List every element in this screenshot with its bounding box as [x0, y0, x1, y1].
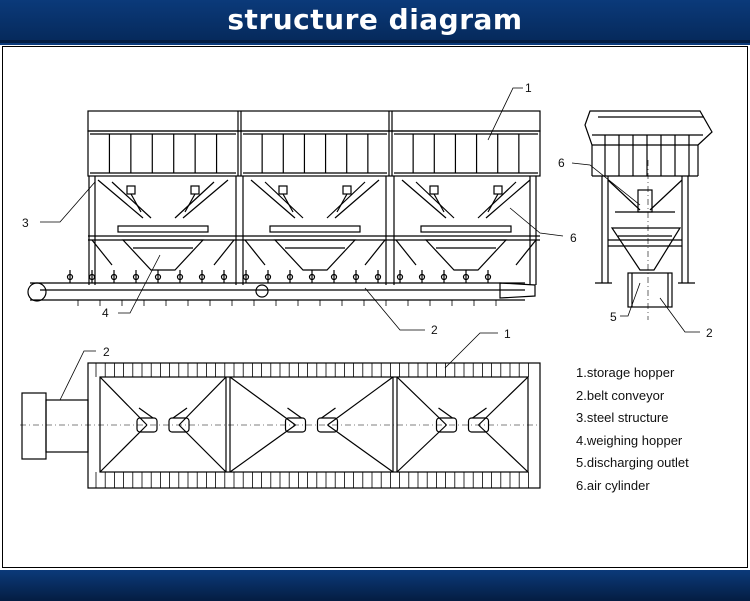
component-legend: [576, 362, 689, 497]
funnel-edge: [486, 180, 530, 218]
cylinder-box: [279, 186, 287, 194]
weighing-hopper: [426, 240, 506, 270]
cylinder-box: [494, 186, 502, 194]
page-title: structure diagram: [227, 3, 523, 36]
legend-item-discharging-outlet: 5.discharging outlet: [576, 455, 689, 470]
callout-side-1: 1: [525, 81, 532, 95]
funnel-edge: [251, 180, 295, 218]
funnel-edge: [265, 182, 303, 218]
gate-link: [322, 408, 336, 418]
callout-side-3: 3: [22, 216, 29, 230]
brace: [516, 240, 536, 265]
gate-link: [173, 408, 187, 418]
funnel-edge: [335, 180, 379, 218]
callout-side-6: 6: [570, 231, 577, 245]
cylinder-box: [127, 186, 135, 194]
callout-end-5: 5: [610, 310, 617, 324]
funnel-edge: [175, 182, 214, 218]
funnel-edge: [402, 180, 446, 218]
legend-item-weighing-hopper: 4.weighing hopper: [576, 432, 683, 448]
funnel-edge: [112, 182, 151, 218]
gate-link: [288, 408, 302, 418]
brace: [365, 240, 385, 265]
callout-top-1: 1: [504, 327, 511, 341]
side-storage-hoppers: [88, 111, 540, 176]
legend-item-steel-structure: 3.steel structure: [576, 410, 669, 425]
cylinder-box: [191, 186, 199, 194]
end-elevation-view: [558, 111, 713, 340]
bin-diagonal: [230, 377, 296, 425]
bin-diagonal: [230, 425, 296, 472]
weighing-hopper: [275, 240, 355, 270]
callout-end-2: 2: [706, 326, 713, 340]
brace: [245, 240, 265, 265]
funnel-edge: [183, 180, 228, 218]
bin-diagonal: [328, 425, 394, 472]
callout-top-2: 2: [103, 345, 110, 359]
funnel-edge: [98, 180, 143, 218]
callout-end-6: 6: [558, 156, 565, 170]
funnel-edge: [416, 182, 454, 218]
legend-item-belt-conveyor: 2.belt conveyor: [576, 387, 665, 403]
brace: [396, 240, 416, 265]
gate-link: [439, 408, 453, 418]
weigh-frame: [270, 226, 360, 232]
legend-item-air-cylinder: 6.air cylinder: [576, 477, 650, 493]
callout-side-4: 4: [102, 306, 109, 320]
side-elevation-view: [22, 81, 577, 337]
top-plan-view: [20, 327, 540, 488]
brace: [214, 240, 234, 265]
funnel-edge: [478, 182, 516, 218]
side-steel-structure: [88, 176, 540, 285]
weigh-frame: [421, 226, 511, 232]
side-callouts: [22, 81, 577, 337]
legend-item-storage-hopper: 1.storage hopper: [576, 365, 675, 380]
gate-link: [139, 408, 153, 418]
callout-side-2: 2: [431, 323, 438, 337]
weigh-frame: [118, 226, 208, 232]
cylinder-box: [343, 186, 351, 194]
funnel-edge: [327, 182, 365, 218]
side-hopper-funnels: [98, 180, 530, 270]
bin-diagonal: [328, 377, 394, 425]
cylinder-box: [430, 186, 438, 194]
weighing-hopper: [123, 240, 203, 270]
gate-link: [473, 408, 487, 418]
side-belt-conveyor: [28, 270, 535, 306]
